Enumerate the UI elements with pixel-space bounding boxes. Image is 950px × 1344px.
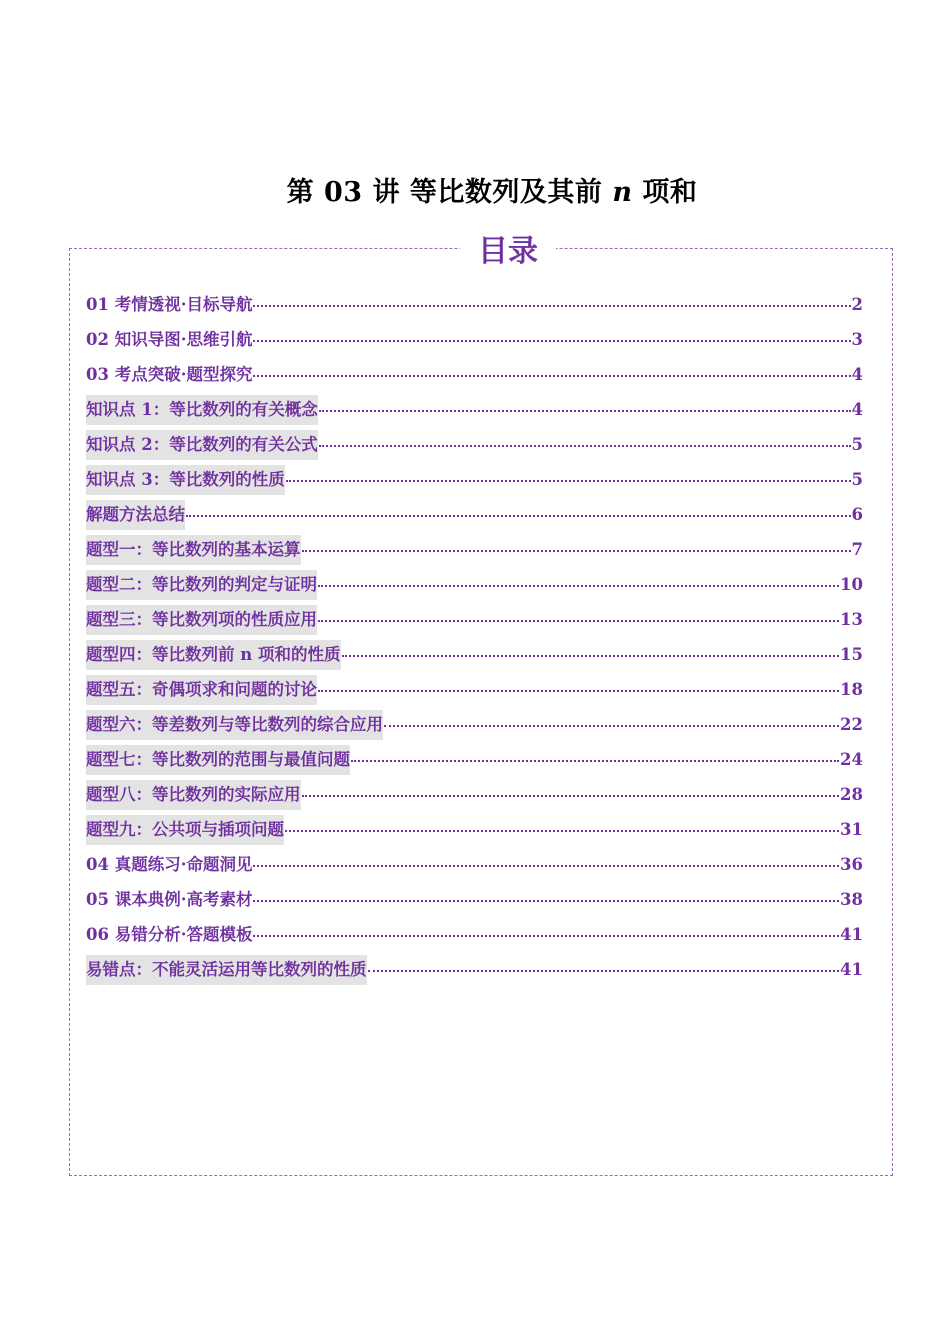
toc-dot-leader — [302, 784, 840, 801]
toc-entry-page-number: 24 — [840, 750, 863, 769]
page-title — [0, 170, 950, 209]
toc-entry[interactable] — [86, 360, 863, 395]
toc-entry-label: 01 考情透视·目标导航 — [86, 295, 253, 314]
toc-entry-page-number: 10 — [840, 575, 863, 594]
toc-entry-page-number: 3 — [851, 330, 863, 349]
toc-dot-leader — [253, 924, 839, 941]
toc-entry-page-number: 5 — [851, 435, 863, 454]
toc-entry-page-number: 4 — [851, 365, 863, 384]
toc-entry[interactable] — [86, 850, 863, 885]
toc-entry-page-number: 6 — [851, 505, 863, 524]
toc-dot-leader — [319, 434, 851, 451]
table-of-contents — [86, 290, 863, 990]
toc-entry-label: 题型七：等比数列的范围与最值问题 — [86, 745, 350, 775]
toc-entry-label: 题型三：等比数列项的性质应用 — [86, 605, 317, 635]
toc-entry-label: 题型一：等比数列的基本运算 — [86, 535, 301, 565]
toc-entry-page-number: 41 — [840, 925, 863, 944]
toc-entry-label: 题型六：等差数列与等比数列的综合应用 — [86, 710, 383, 740]
toc-entry[interactable] — [86, 570, 863, 605]
toc-entry[interactable] — [86, 325, 863, 360]
toc-entry-label: 题型八：等比数列的实际应用 — [86, 780, 301, 810]
toc-entry-page-number: 4 — [851, 400, 863, 419]
toc-dot-leader — [384, 714, 839, 731]
toc-entry-label: 题型二：等比数列的判定与证明 — [86, 570, 317, 600]
toc-dot-leader — [319, 399, 851, 416]
toc-entry-page-number: 22 — [840, 715, 863, 734]
toc-dot-leader — [253, 889, 839, 906]
toc-entry[interactable] — [86, 290, 863, 325]
toc-dot-leader — [186, 504, 851, 521]
toc-entry[interactable] — [86, 465, 863, 500]
toc-entry[interactable] — [86, 640, 863, 675]
toc-entry-page-number: 28 — [840, 785, 863, 804]
toc-dot-leader — [351, 749, 839, 766]
toc-entry-page-number: 15 — [840, 645, 863, 664]
toc-dot-leader — [368, 959, 840, 976]
toc-entry-page-number: 2 — [851, 295, 863, 314]
toc-dot-leader — [253, 294, 850, 311]
toc-entry-page-number: 38 — [840, 890, 863, 909]
toc-entry[interactable] — [86, 535, 863, 570]
toc-entry-label: 03 考点突破·题型探究 — [86, 365, 253, 384]
toc-entry-page-number: 41 — [840, 960, 863, 979]
toc-entry[interactable] — [86, 745, 863, 780]
toc-entry-label: 05 课本典例·高考素材 — [86, 890, 253, 909]
toc-dot-leader — [318, 609, 839, 626]
toc-entry[interactable] — [86, 885, 863, 920]
toc-entry-page-number: 31 — [840, 820, 863, 839]
toc-entry-page-number: 5 — [851, 470, 863, 489]
toc-entry-label: 04 真题练习·命题洞见 — [86, 855, 253, 874]
toc-entry-page-number: 7 — [851, 540, 863, 559]
toc-dot-leader — [318, 574, 839, 591]
toc-entry-label: 解题方法总结 — [86, 500, 185, 530]
toc-entry-label: 易错点：不能灵活运用等比数列的性质 — [86, 955, 367, 985]
toc-entry[interactable] — [86, 675, 863, 710]
toc-entry-label: 知识点 3：等比数列的性质 — [86, 465, 285, 495]
toc-entry[interactable] — [86, 430, 863, 465]
toc-entry[interactable] — [86, 710, 863, 745]
toc-dot-leader — [253, 329, 850, 346]
toc-entry[interactable] — [86, 780, 863, 815]
toc-entry[interactable] — [86, 500, 863, 535]
toc-entry-label: 知识点 2：等比数列的有关公式 — [86, 430, 318, 460]
title-suffix: 项和 — [632, 177, 698, 209]
title-prefix: 第 03 讲 等比数列及其前 — [286, 177, 613, 209]
toc-dot-leader — [342, 644, 840, 661]
toc-entry[interactable] — [86, 815, 863, 850]
toc-entry[interactable] — [86, 395, 863, 430]
toc-heading: 目录 — [460, 232, 556, 272]
toc-entry-page-number: 13 — [840, 610, 863, 629]
toc-entry-page-number: 18 — [840, 680, 863, 699]
toc-entry-label: 06 易错分析·答题模板 — [86, 925, 253, 944]
toc-entry-label: 题型四：等比数列前 n 项和的性质 — [86, 640, 341, 670]
toc-entry[interactable] — [86, 920, 863, 955]
toc-entry-label: 02 知识导图·思维引航 — [86, 330, 253, 349]
toc-entry[interactable] — [86, 955, 863, 990]
toc-dot-leader — [253, 364, 850, 381]
toc-dot-leader — [285, 819, 839, 836]
toc-entry-page-number: 36 — [840, 855, 863, 874]
toc-dot-leader — [318, 679, 839, 696]
toc-dot-leader — [302, 539, 851, 556]
toc-entry-label: 题型九：公共项与插项问题 — [86, 815, 284, 845]
toc-entry-label: 题型五：奇偶项求和问题的讨论 — [86, 675, 317, 705]
toc-entry[interactable] — [86, 605, 863, 640]
toc-dot-leader — [253, 854, 839, 871]
toc-entry-label: 知识点 1：等比数列的有关概念 — [86, 395, 318, 425]
toc-dot-leader — [286, 469, 851, 486]
title-variable: n — [612, 177, 633, 209]
